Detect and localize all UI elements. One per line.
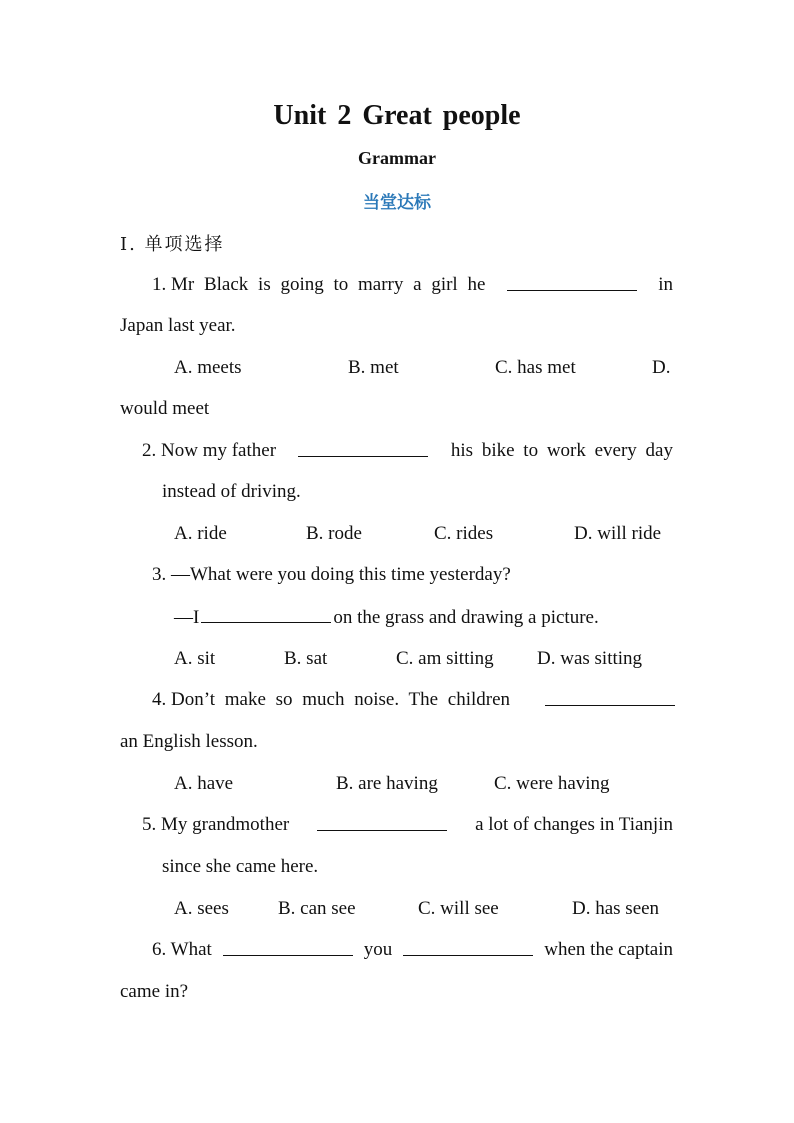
answer-blank[interactable]	[317, 812, 447, 831]
question-text: —What were you doing this time yesterday?	[171, 564, 511, 585]
page-subtitle: Grammar	[358, 148, 436, 168]
question-text: —I	[174, 607, 200, 628]
option-c[interactable]: C. has met	[495, 357, 576, 378]
question-number: 2.	[142, 440, 157, 461]
question-3-reply	[174, 604, 599, 630]
answer-blank[interactable]	[545, 687, 675, 706]
question-6	[152, 937, 673, 963]
question-text: in	[658, 274, 673, 295]
question-continuation: came in?	[120, 981, 189, 1002]
question-number: 1.	[152, 274, 167, 295]
question-text: a lot of changes in Tianjin	[475, 814, 673, 835]
question-4	[152, 687, 677, 713]
question-number: 6.	[152, 939, 167, 960]
question-text: Don’t make so much noise. The children	[171, 689, 511, 710]
section-tag: 当堂达标	[363, 193, 431, 213]
question-text: his bike to work every day	[450, 440, 673, 461]
option-c[interactable]: C. will see	[418, 898, 499, 919]
question-text: My grandmother	[161, 814, 290, 835]
answer-blank[interactable]	[507, 272, 637, 291]
option-a[interactable]: A. sees	[174, 898, 229, 919]
question-2	[142, 438, 673, 464]
question-continuation: Japan last year.	[120, 315, 236, 336]
question-5	[142, 812, 673, 838]
option-c[interactable]: C. rides	[434, 523, 494, 544]
question-continuation: since she came here.	[162, 856, 319, 877]
question-3	[152, 562, 511, 588]
answer-blank[interactable]	[223, 937, 353, 956]
question-text: when the captain	[544, 939, 673, 960]
option-b[interactable]: B. met	[348, 357, 399, 378]
question-text: on the grass and drawing a picture.	[333, 607, 599, 628]
option-b[interactable]: B. rode	[306, 523, 362, 544]
question-1	[152, 272, 673, 298]
option-d[interactable]: D. will ride	[574, 523, 662, 544]
answer-blank[interactable]	[201, 604, 331, 623]
question-text: you	[363, 939, 393, 960]
option-a[interactable]: A. have	[174, 773, 234, 794]
question-text: Now my father	[161, 440, 277, 461]
option-a[interactable]: A. ride	[174, 523, 227, 544]
option-b[interactable]: B. can see	[278, 898, 356, 919]
option-c[interactable]: C. am sitting	[396, 648, 494, 669]
option-b[interactable]: B. are having	[336, 773, 438, 794]
option-a[interactable]: A. meets	[174, 357, 242, 378]
page-title: Unit 2 Great people	[273, 100, 521, 131]
section-heading: Ⅰ. 单项选择	[120, 234, 225, 255]
question-number: 5.	[142, 814, 157, 835]
answer-blank[interactable]	[298, 438, 428, 457]
option-continuation: would meet	[120, 398, 210, 419]
question-text: What	[170, 939, 212, 960]
option-c[interactable]: C. were having	[494, 773, 610, 794]
question-number: 4.	[152, 689, 167, 710]
option-a[interactable]: A. sit	[174, 648, 216, 669]
question-continuation: instead of driving.	[162, 481, 301, 502]
question-number: 3.	[152, 564, 167, 585]
answer-blank[interactable]	[403, 937, 533, 956]
option-d[interactable]: D.	[652, 357, 671, 378]
option-d[interactable]: D. has seen	[572, 898, 660, 919]
question-continuation: an English lesson.	[120, 731, 258, 752]
question-text: Mr Black is going to marry a girl he	[171, 274, 486, 295]
option-b[interactable]: B. sat	[284, 648, 328, 669]
option-d[interactable]: D. was sitting	[537, 648, 643, 669]
